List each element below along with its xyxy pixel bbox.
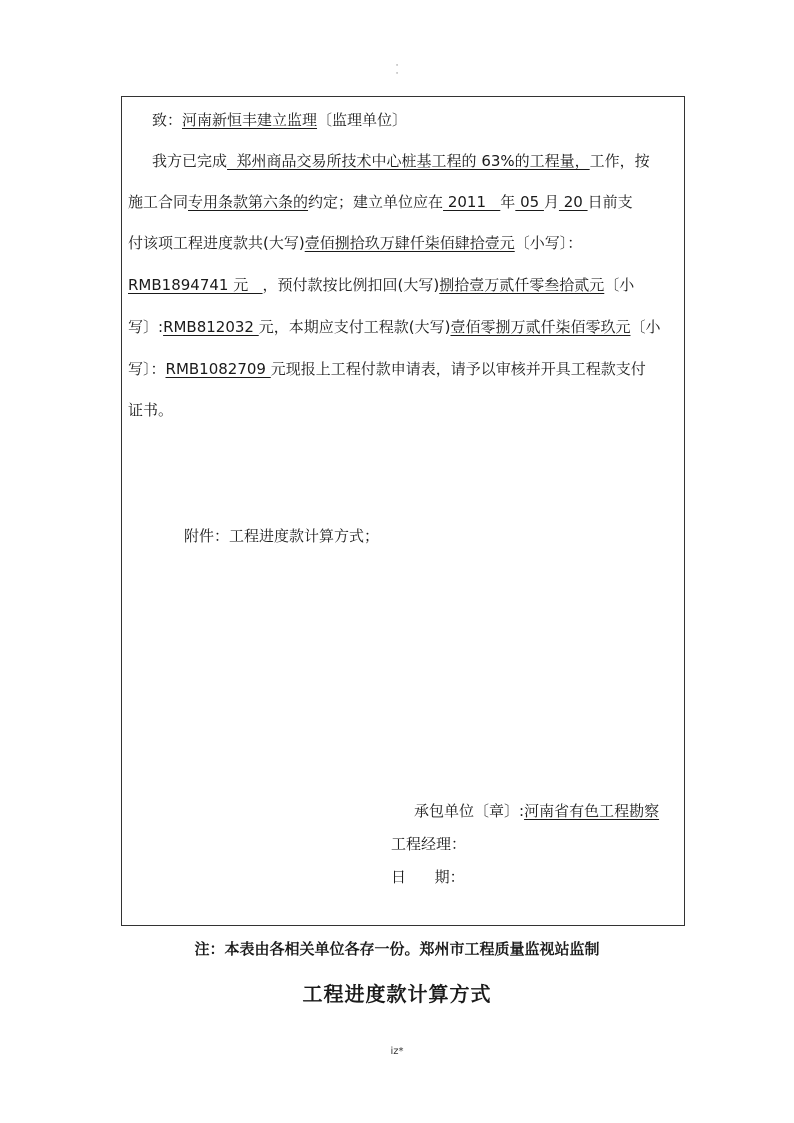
due-year: 2011 bbox=[443, 193, 501, 211]
body-line-6: 写〕：RMB1082709 元现报上工程付款申请表，请予以审核并开具工程款支付 bbox=[128, 360, 646, 378]
completed-work: 郑州商品交易所技术中心桩基工程的 63%的工程量， bbox=[227, 152, 590, 170]
total-amount-figures: RMB1894741 元 bbox=[128, 276, 263, 294]
due-day: 20 bbox=[558, 193, 588, 211]
body-line-7: 证书。 bbox=[128, 401, 174, 419]
supervision-unit-name: 河南新恒丰建立监理 bbox=[182, 111, 318, 129]
addressee-line: 致：河南新恒丰建立监理〔监理单位〕 bbox=[152, 111, 408, 129]
total-amount-words: 壹佰捌拾玖万肆仟柒佰肆拾壹元 bbox=[304, 234, 515, 252]
payment-application-box bbox=[121, 96, 685, 926]
date-line: 日 期： bbox=[391, 868, 465, 886]
body-line-3: 付该项工程进度款共(大写)壹佰捌拾玖万肆仟柒佰肆拾壹元〔小写〕： bbox=[128, 234, 583, 252]
prepayment-deduction-figures: RMB812032 bbox=[163, 318, 259, 336]
body-line-4: RMB1894741 元 ，预付款按比例扣回(大写)捌拾壹万贰仟零叁拾贰元〔小 bbox=[128, 276, 635, 294]
form-note: 注：本表由各相关单位各存一份。郑州市工程质量监视站监制 bbox=[194, 940, 600, 958]
attachment-line: 附件：工程进度款计算方式； bbox=[184, 527, 380, 545]
page-footer-mark: iz* bbox=[390, 1046, 404, 1057]
body-line-5: 写〕:RMB812032 元，本期应支付工程款(大写)壹佰零捌万贰仟柒佰零玖元〔小 bbox=[128, 318, 661, 336]
current-payment-words: 壹佰零捌万贰仟柒佰零玖元 bbox=[450, 318, 631, 336]
contract-clause: 专用条款第六条的 bbox=[188, 193, 309, 211]
due-month: 05 bbox=[515, 193, 544, 211]
prepayment-deduction-words: 捌拾壹万贰仟零叁拾贰元 bbox=[439, 276, 605, 294]
contractor-line: 承包单位〔章〕:河南省有色工程勘察 bbox=[414, 802, 660, 820]
body-line-2: 施工合同专用条款第六条的约定；建立单位应在 2011 年 05 月 20 日前支 bbox=[128, 193, 633, 211]
current-payment-figures: RMB1082709 bbox=[165, 360, 271, 378]
section-title: 工程进度款计算方式 bbox=[302, 982, 492, 1006]
body-line-1: 我方已完成 郑州商品交易所技术中心桩基工程的 63%的工程量，工作，按 bbox=[152, 152, 650, 170]
project-manager-line: 工程经理： bbox=[391, 835, 467, 853]
contractor-name: 河南省有色工程勘察 bbox=[524, 802, 660, 820]
page-top-mark: · · bbox=[395, 61, 399, 79]
